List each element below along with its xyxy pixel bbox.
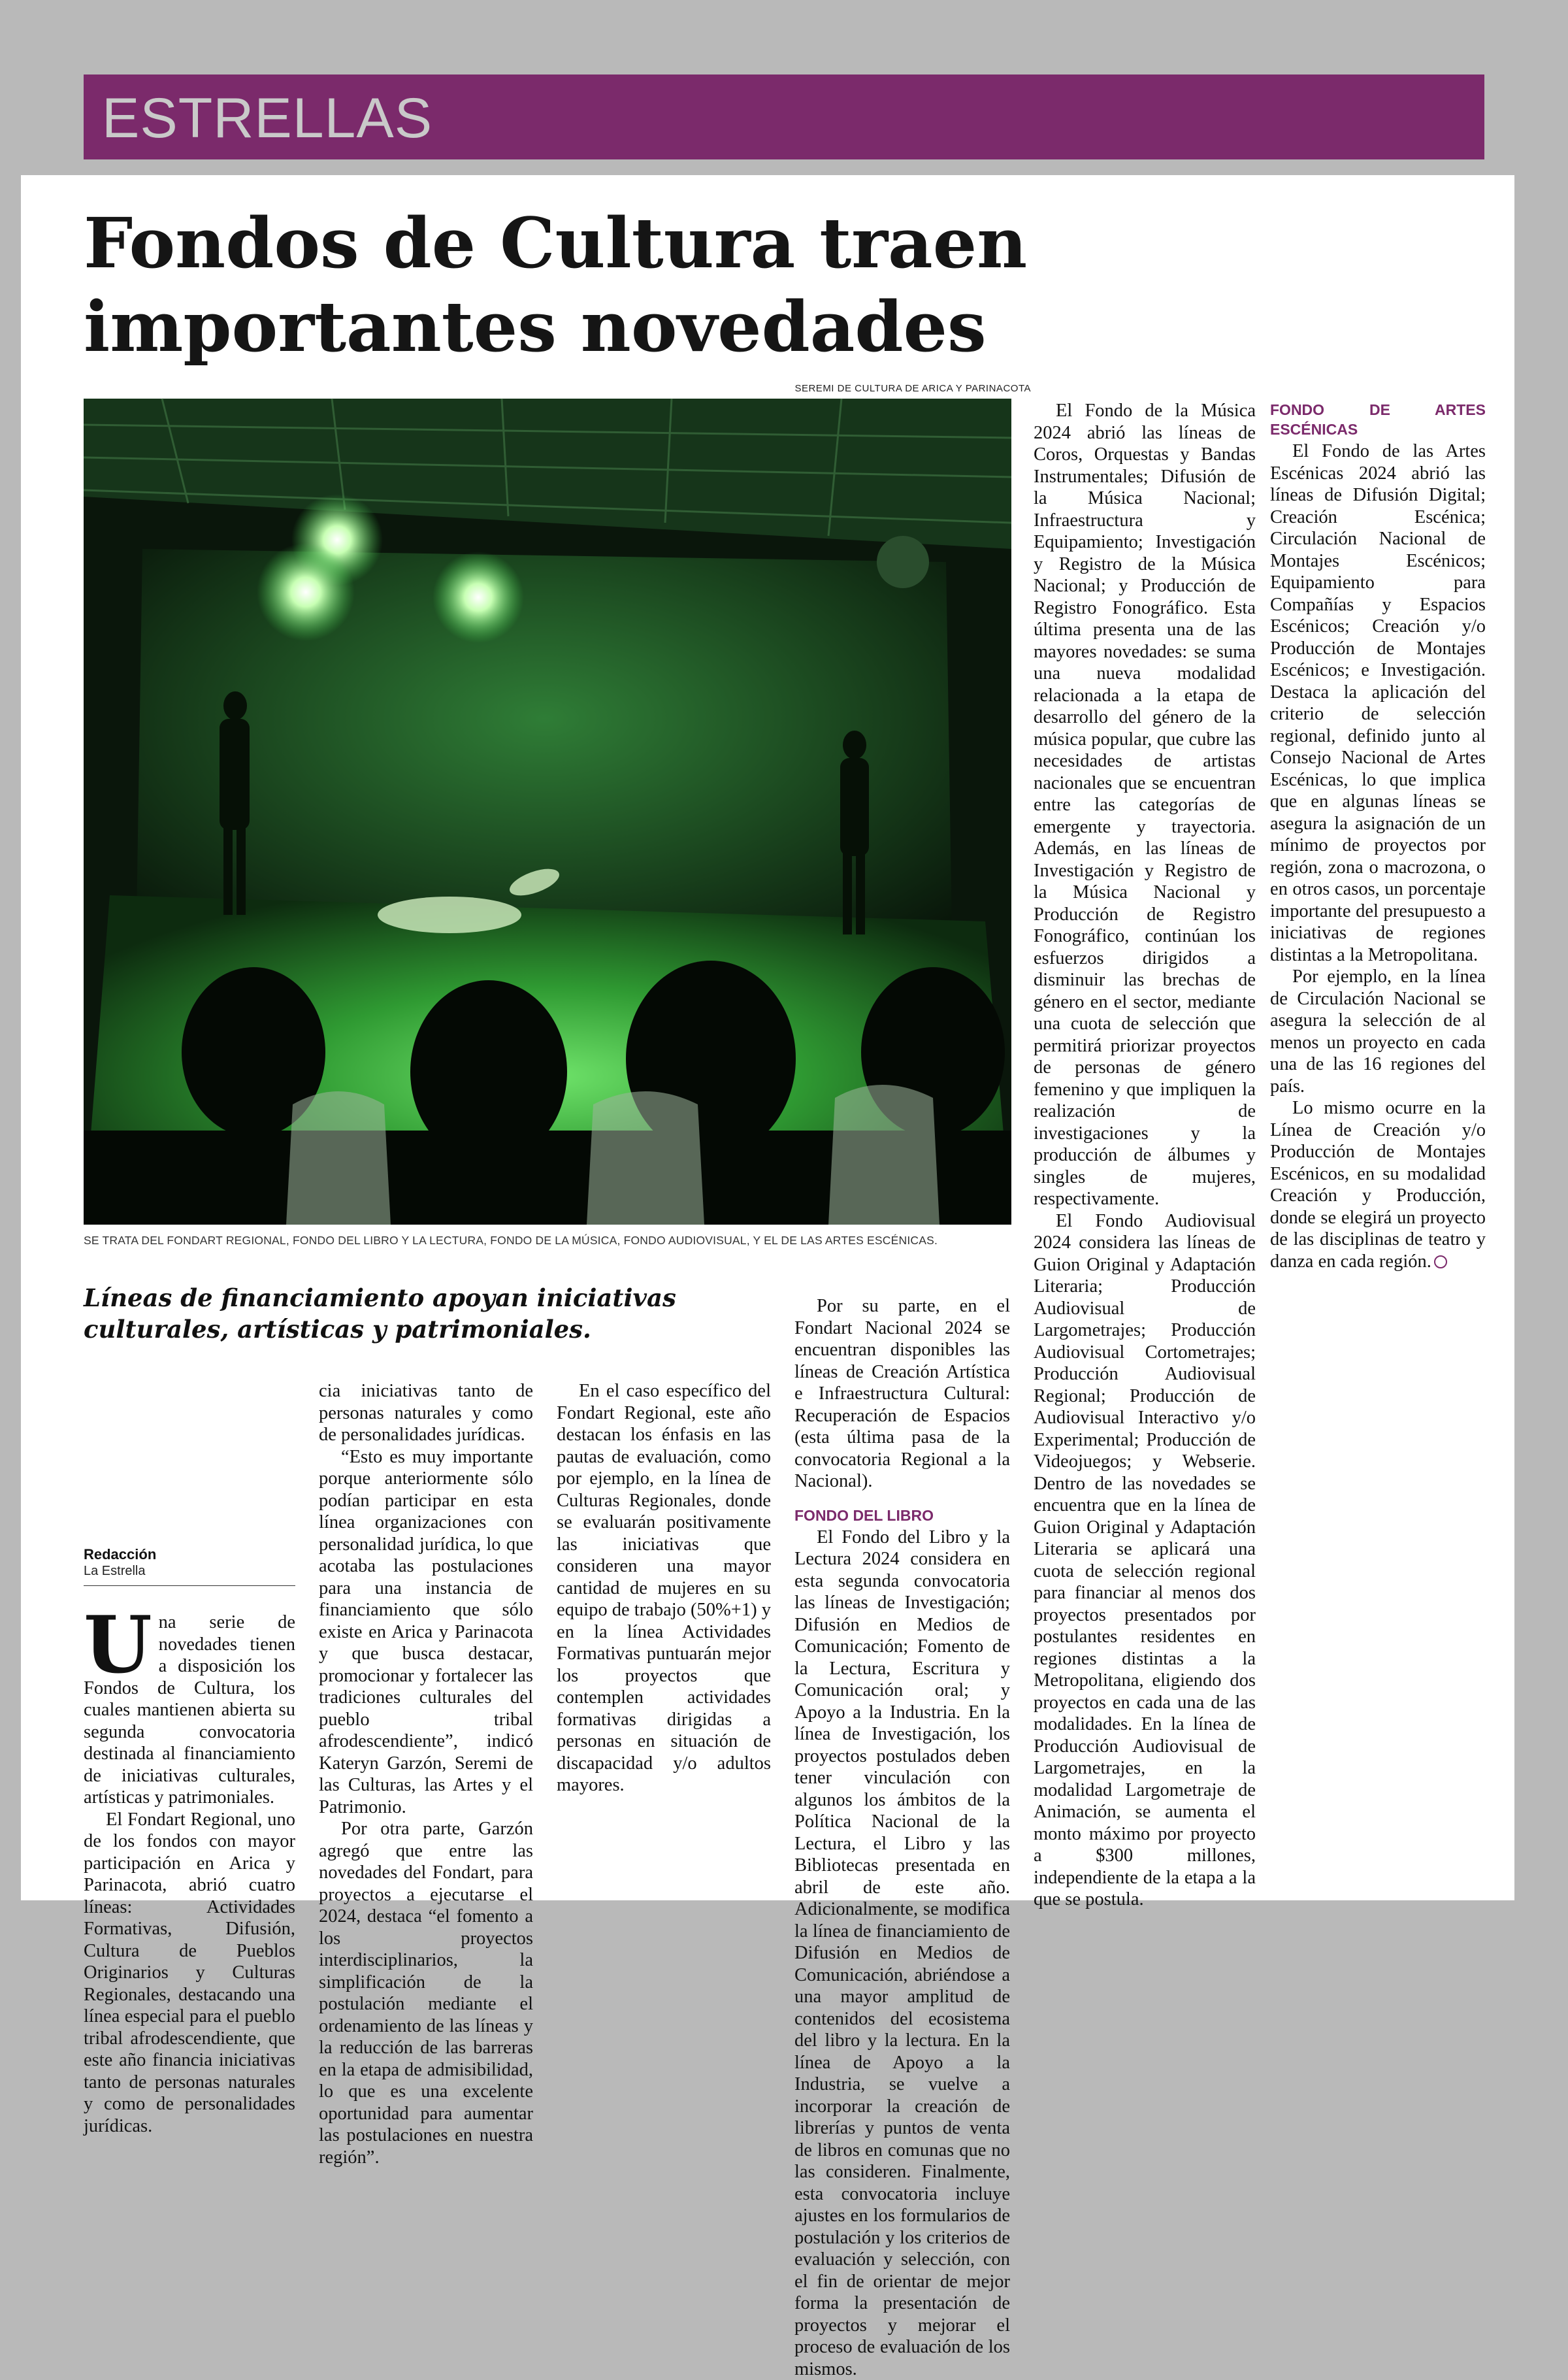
paragraph-1-text: na serie de novedades tienen a disposición los Fondos de Cultura, los cuales mantienen abierta su segunda convocatoria destinada al financiamiento de iniciativas culturales, artísticas y patrimoniales. — [84, 1612, 295, 1808]
subhead-artes-escenicas: FONDO DE ARTES ESCÉNICAS — [1270, 400, 1486, 439]
paragraph-7: El Fondo del Libro y la Lectura 2024 considera en esta segunda convocatoria las líneas de Investigación; Difusión en Medios de Comunicación; Fomento de la Lectura, Escritura y Comunicación oral; y Apoyo a la Industria. En la línea de Investigación, los proyectos postulados deben tener vinculación con algunos los ámbitos de la Política Nacional de la Lectura, el Libro y las Bibliotecas presentada en abril de este año. Adicionalmente, se modifica la línea de financiamiento de Difusión en Medios de Comunicación, abriéndose a una mayor amplitud de contenidos del ecosistema del libro y la lectura. En la línea de Apoyo a la Industria, se vuelve a incorporar la creación de librerías y puntos de venta de libros en comunas que no las consideren. Finalmente, esta convocatoria incluye ajustes en los formularios de postulación y los criterios de evaluación y selección, con el fin de orientar de mejor forma la presentación de proyectos y mejorar el proceso de evaluación de los mismos. — [794, 1527, 1010, 2380]
drop-cap: U — [84, 1614, 152, 1677]
byline — [84, 1546, 295, 1586]
article-column-4 — [794, 1295, 1010, 1869]
byline-outlet: La Estrella — [84, 1563, 295, 1579]
paragraph-3: “Esto es muy importante porque anteriormente sólo podían participar en esta línea organizaciones con personalidad jurídica, lo que acotaba las postulaciones para una instancia de financiamiento que sólo existe en Arica y Parinacota y que busca destacar, promocionar y fortalecer las tradiciones culturales del pueblo tribal afrodescendiente”, indicó Kateryn Garzón, Seremi de las Culturas, las Artes y el Patrimonio. — [319, 1446, 533, 1819]
paragraph-2-cont: cia iniciativas tanto de personas naturales y como de personalidades jurídicas. — [319, 1380, 533, 1446]
paragraph-12 — [1270, 1097, 1486, 1272]
photo-credit: SEREMI DE CULTURA DE ARICA Y PARINACOTA — [84, 383, 1031, 394]
paragraph-12-text: Lo mismo ocurre en la Línea de Creación y/o Producción de Montajes Escénicos, en su modalidad Creación y Producción, donde se elegirá un proyecto de las disciplinas de teatro y danza en cada región. — [1270, 1098, 1486, 1272]
article-column-2 — [319, 1380, 533, 1869]
article-column-3 — [557, 1380, 771, 1869]
byline-author: Redacción — [84, 1546, 295, 1563]
headline: Fondos de Cultura traen importantes novedades — [84, 201, 1064, 369]
section-title: ESTRELLAS — [102, 86, 433, 151]
subhead-fondo-libro: FONDO DEL LIBRO — [794, 1506, 1010, 1525]
article-column-6 — [1270, 400, 1486, 1861]
paragraph-6: Por su parte, en el Fondart Nacional 2024 se encuentran disponibles las líneas de Creación Artística e Infraestructura Cultural: Recuperación de Espacios (esta última pasa de la convocatoria Regional a la Nacional). — [794, 1295, 1010, 1493]
article-column-5 — [1034, 400, 1256, 1861]
paragraph-4: Por otra parte, Garzón agregó que entre las novedades del Fondart, para proyectos a ejecutarse el 2024, destaca “el fomento a los proyectos interdisciplinarios, la simplificación de la postulación mediante el ordenamiento de las líneas y la reducción de las barreras en la etapa de admisibilidad, lo que es una excelente oportunidad para aumentar las postulaciones en nuestra región”. — [319, 1818, 533, 2168]
end-mark-icon — [1434, 1255, 1447, 1268]
paragraph-10: El Fondo de las Artes Escénicas 2024 abrió las líneas de Difusión Digital; Creación Escénica; Circulación Nacional de Montajes Escénicos; Equipamiento para Compañías y Espacios Escénicos; Creación y/o Producción de Montajes Escénicos; e Investigación. Destaca la aplicación del criterio de selección regional, definido junto al Consejo Nacional de Artes Escénicas, lo que implica que en algunas líneas se asegura la asignación de un mínimo de proyectos por región, zona o macrozona, o en otros casos, un porcentaje importante del presupuesto a iniciativas de regiones distintas a la Metropolitana. — [1270, 440, 1486, 966]
section-banner — [84, 74, 1484, 159]
photo-caption: SE TRATA DEL FONDART REGIONAL, FONDO DEL LIBRO Y LA LECTURA, FONDO DE LA MÚSICA, FONDO AUDIOVISUAL, Y EL DE LAS ARTES ESCÉNICAS. — [84, 1234, 1018, 1248]
paragraph-2: El Fondart Regional, uno de los fondos con mayor participación en Arica y Parinacota, abrió cuatro líneas: Actividades Formativas, Difusión, Cultura de Pueblos Originarios y Culturas Regionales, destacando una línea especial para el pueblo tribal afrodescendiente, que este año financia iniciativas tanto de personas naturales y como de personalidades jurídicas. — [84, 1809, 295, 2123]
paragraph-11: Por ejemplo, en la línea de Circulación Nacional se asegura la selección de al menos un proyecto en cada una de las 16 regiones del país. — [1270, 966, 1486, 1097]
newspaper-page — [21, 175, 1514, 1900]
paragraph-8: El Fondo de la Música 2024 abrió las líneas de Coros, Orquestas y Bandas Instrumentales; Difusión de la Música Nacional; Infraestructura y Equipamiento; Investigación y Registro de la Música Nacional; y Producción de Registro Fonográfico. Esta última presenta una de las mayores novedades: se suma una nueva modalidad relacionada a la etapa de desarrollo del género de la música popular, que cubre las necesidades de artistas nacionales que se encuentran entre las categorías de emergente y trayectoria. Además, en las líneas de Investigación y Registro de la Música Nacional y Producción de Registro Fonográfico, continúan los esfuerzos dirigidos a disminuir las brechas de género en el sector, mediante una cuota de selección que permitirá priorizar proyectos de personas de género femenino y que impliquen la realización de investigaciones y la producción de álbumes y singles de mujeres, respectivamente. — [1034, 400, 1256, 1210]
stage-photo-image — [84, 399, 1011, 1225]
article-deck: Líneas de financiamiento apoyan iniciativas culturales, artísticas y patrimoniales. — [84, 1282, 796, 1345]
paragraph-9: El Fondo Audiovisual 2024 considera las líneas de Guion Original y Adaptación Literaria; Producción Audiovisual de Largometrajes; Producción Audiovisual Cortometrajes; Producción Audiovisual Regional; Producción de Audiovisual Interactivo y/o Experimental; Producción de Videojuegos; y Webserie. Dentro de las novedades se encuentra que en la línea de Guion Original y Adaptación Literaria se aplicará una cuota de selección regional para financiar al menos dos proyectos presentados por postulantes residentes en regiones distintas a la Metropolitana, eligiendo dos proyectos en cada una de las modalidades. En la línea de Producción Audiovisual de Largometrajes, en la modalidad Largometraje de Animación, se aumenta el monto máximo por proyecto a $300 millones, independiente de la etapa a la que se postula. — [1034, 1210, 1256, 1911]
stage-photo — [84, 399, 1011, 1225]
paragraph-1 — [84, 1611, 295, 1809]
article-column-1 — [84, 1611, 295, 2123]
paragraph-5: En el caso específico del Fondart Regional, este año destacan los énfasis en las pautas de evaluación, como por ejemplo, en la línea de Culturas Regionales, donde se evaluarán positivamente las iniciativas que consideren una mayor cantidad de mujeres en su equipo de trabajo (50%+1) y en la línea Actividades Formativas puntuarán mejor los proyectos que contemplen actividades formativas dirigidas a personas en situación de discapacidad y/o adultos mayores. — [557, 1380, 771, 1796]
